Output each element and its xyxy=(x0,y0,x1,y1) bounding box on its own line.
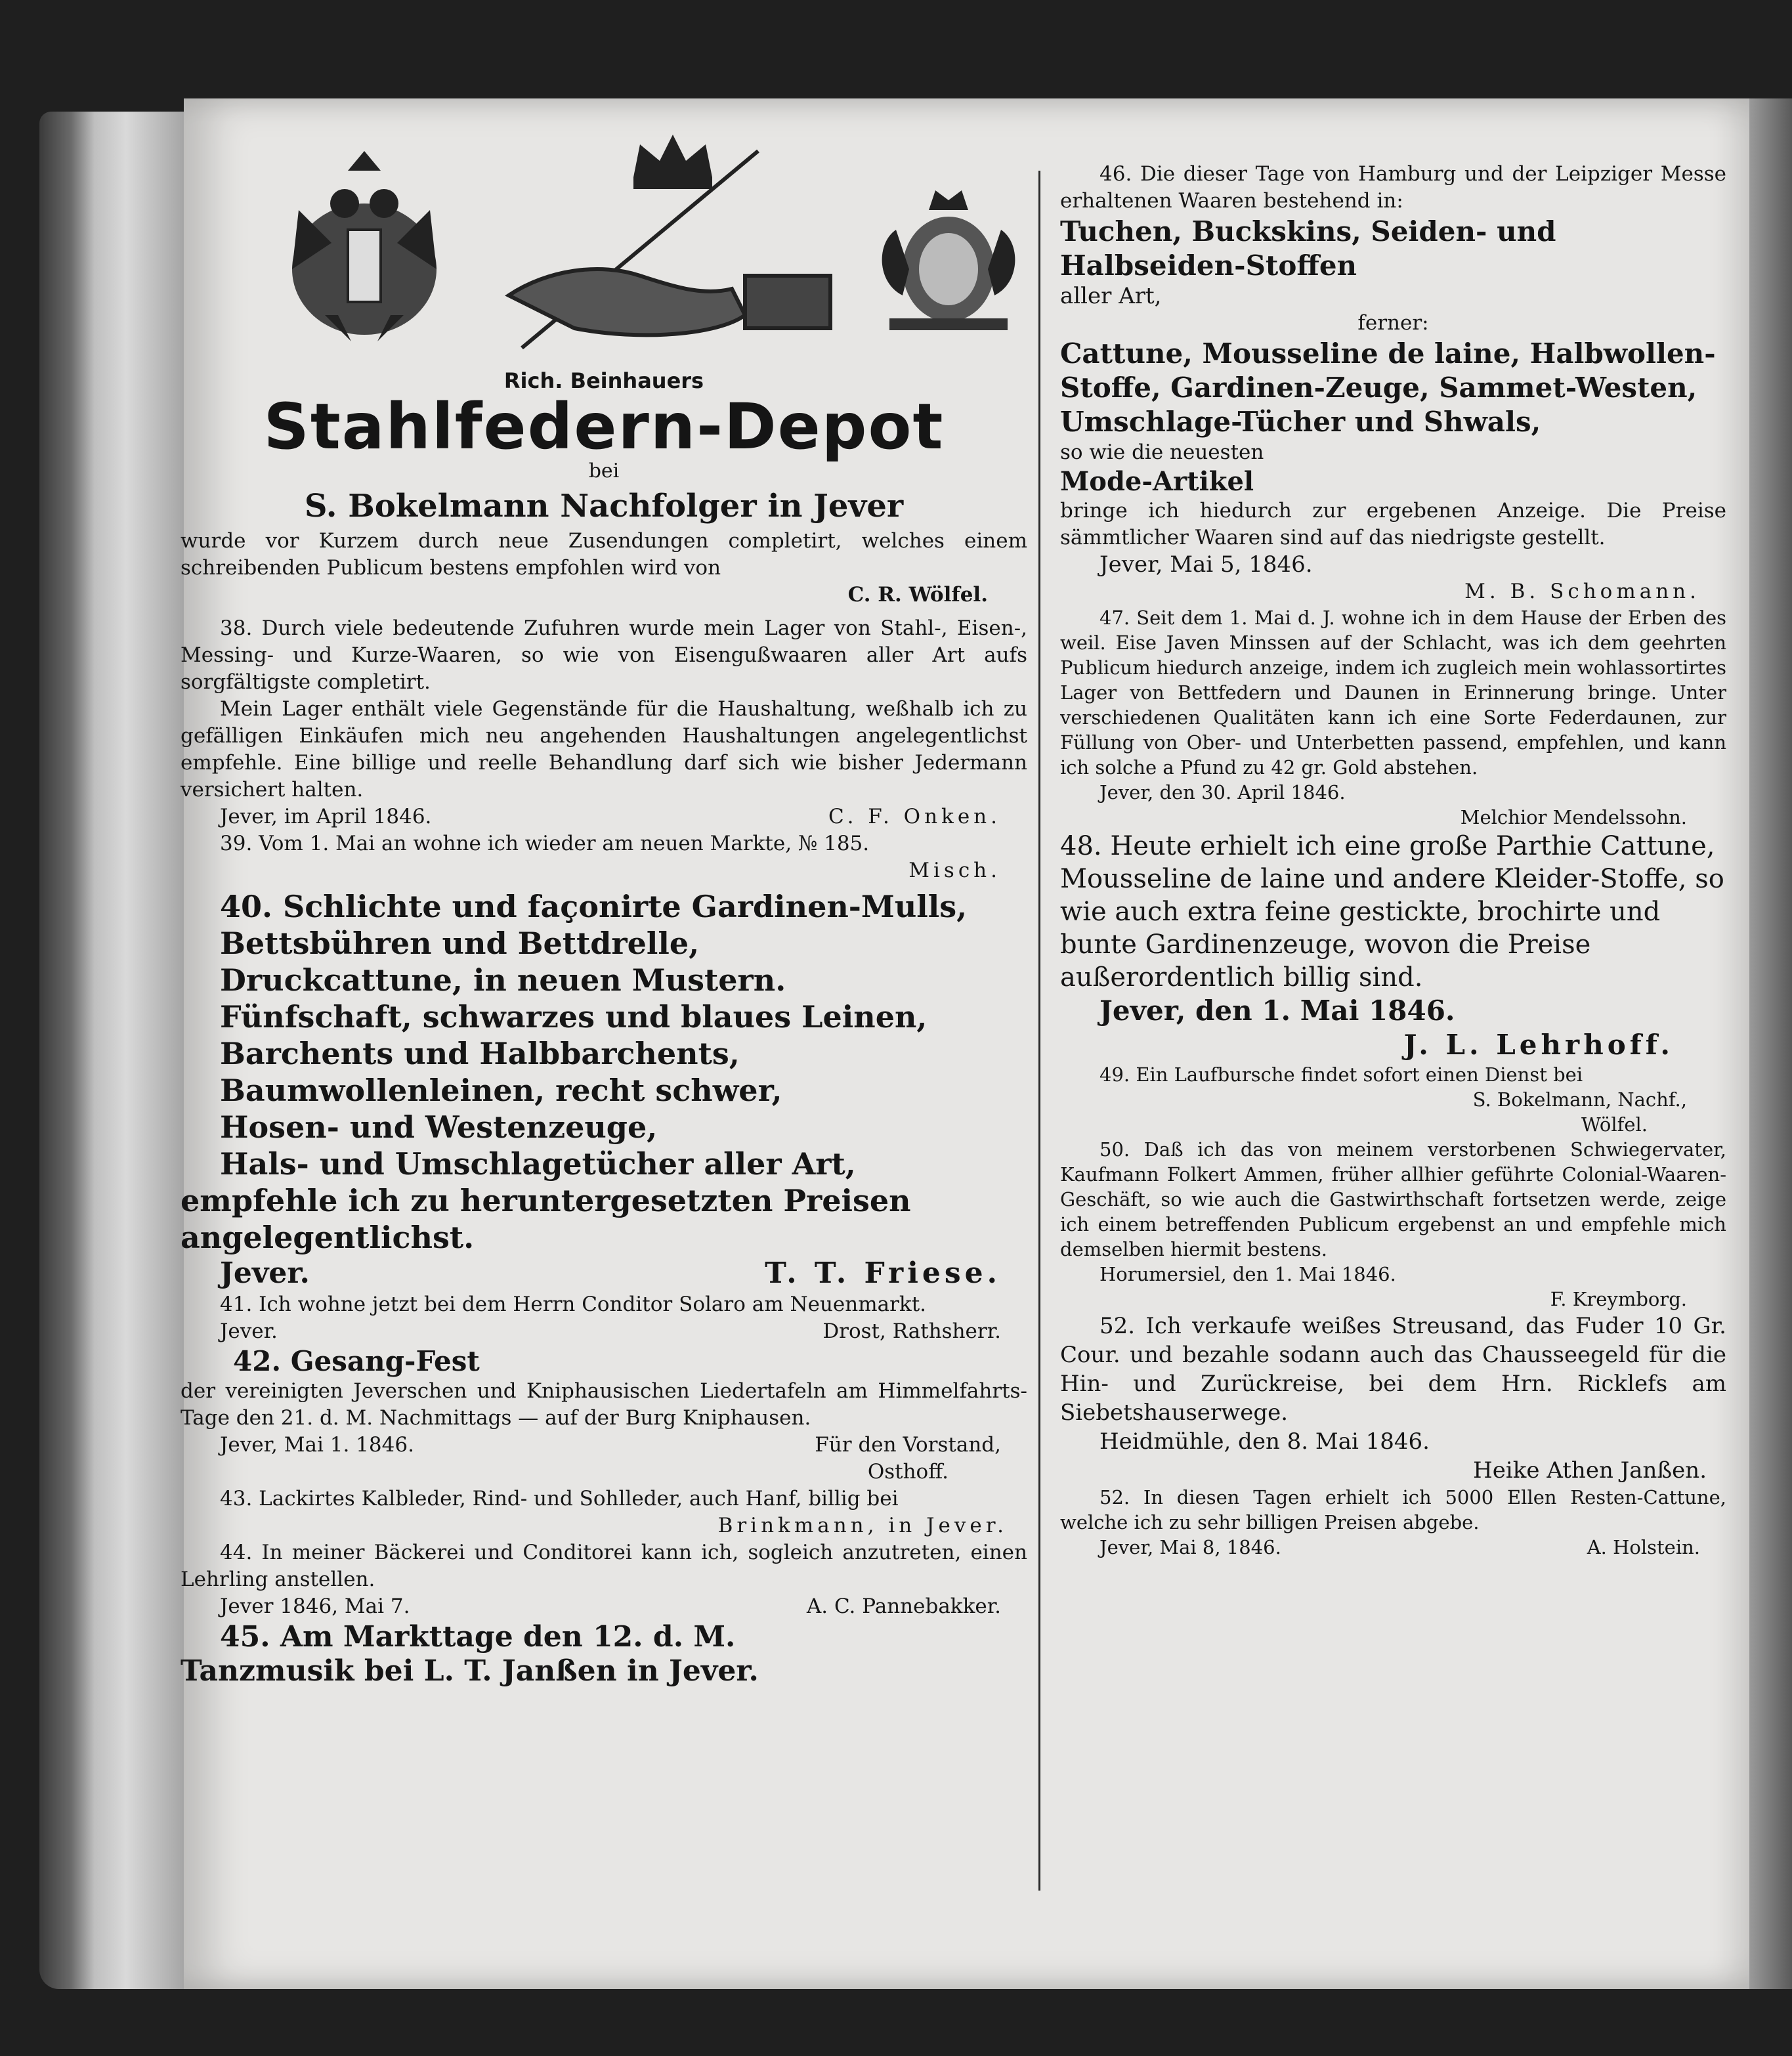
crown-icon xyxy=(633,135,712,189)
ad-52b-text: 52. In diesen Tagen erhielt ich 5000 Ellen Resten-Cattune, welche ich zu sehr billigen Preisen abgebe. xyxy=(1060,1486,1726,1533)
ad-46-bold-1: Tuchen, Buckskins, Seiden- und Halbseiden-Stoffen xyxy=(1060,215,1556,282)
ad-47-signature: Melchior Mendelssohn. xyxy=(1460,806,1687,828)
ad-43-text: 43. Lackirtes Kalbleder, Rind- und Sohlleder, auch Hanf, billig bei xyxy=(220,1487,899,1510)
ad-40-line-4: Fünfschaft, schwarzes und blaues Leinen, xyxy=(220,999,928,1035)
ad-42-text: der vereinigten Jeverschen und Kniphausischen Liedertafeln am Himmelfahrts-Tage den 21. d. M. Nachmittags — auf der Burg Kniphausen. xyxy=(181,1379,1027,1430)
ad-41-text: 41. Ich wohne jetzt bei dem Herrn Conditor Solaro am Neuenmarkt. xyxy=(220,1293,927,1316)
ad-40-line-8: Hals- und Umschlagetücher aller Art, xyxy=(220,1146,856,1182)
ad-47-place: Jever, den 30. April 1846. xyxy=(1099,781,1346,803)
ad-44-signature: A. C. Pannebakker. xyxy=(806,1595,1001,1618)
ad-38-text: 38. Durch viele bedeutende Zufuhren wurde mein Lager von Stahl-, Eisen-, Messing- und Kurze-Waaren, so wie von Eisengußwaaren aller Art aufs sorgfältigste completirt. xyxy=(181,616,1027,694)
ad-48-signature: J. L. Lehrhoff. xyxy=(1403,1029,1674,1061)
depot-signature: C. R. Wölfel. xyxy=(847,583,988,607)
ad-44-text: 44. In meiner Bäckerei und Conditorei kann ich, sogleich anzutreten, einen Lehrling anstellen. xyxy=(181,1541,1027,1591)
ad-46-intro: 46. Die dieser Tage von Hamburg und der Leipziger Messe erhaltenen Waaren bestehend in: xyxy=(1060,162,1726,213)
ad-46-ferner: ferner: xyxy=(1357,311,1429,335)
ad-40-line-3: Druckcattune, in neuen Mustern. xyxy=(220,962,786,998)
ad-40-line-2: Bettsbühren und Bettdrelle, xyxy=(220,926,700,961)
ad-40-place: Jever. xyxy=(220,1256,310,1290)
ad-47-text: 47. Seit dem 1. Mai d. J. wohne ich in dem Hause der Erben des weil. Eise Javen Minssen auf der Schlacht, was ich dem geehrten Publicum hiedurch anzeige, indem ich zugleich mein wohlassortirtes Lager von Bettfedern und Daunen in Erinnerung bringe. Unter verschiedenen Qualitäten kann ich eine Sorte Federdaunen, zur Füllung von Ober- und Unterbetten passend, empfehlen, und kann ich solche a Pfund zu 42 gr. Gold abstehen. xyxy=(1060,607,1726,779)
right-column xyxy=(1060,161,1726,1560)
ad-38-footer xyxy=(181,803,1027,830)
ad-40-footer xyxy=(181,1256,1027,1291)
ad-52a-place: Heidmühle, den 8. Mai 1846. xyxy=(1099,1428,1430,1455)
ad-39-text: 39. Vom 1. Mai an wohne ich wieder am neuen Markte, № 185. xyxy=(220,832,870,855)
ad-43-signature: Brinkmann, in Jever. xyxy=(717,1514,1008,1537)
ad-38-signature: C. F. Onken. xyxy=(828,805,1001,828)
ad-44-footer xyxy=(181,1593,1027,1620)
depot-title: Stahlfedern-Depot xyxy=(263,390,945,463)
depot-emblem-illustration xyxy=(181,98,1027,361)
depot-emblem xyxy=(181,98,1027,361)
ad-48-text: 48. Heute erhielt ich eine große Parthie Cattune, Mousseline de laine und andere Kleider-Stoffe, so wie auch extra feine gestickte, brochirte und bunte Gardinenzeuge, wovon die Preise außerordentlich billig sind. xyxy=(1060,831,1724,993)
ad-50-signature: F. Kreymborg. xyxy=(1550,1288,1687,1310)
ad-45-line-1: 45. Am Markttage den 12. d. M. xyxy=(220,1620,736,1654)
ad-46-signature: M. B. Schomann. xyxy=(1464,580,1700,603)
ad-46-mid-2: so wie die neuesten xyxy=(1060,440,1264,464)
ad-39-signature: Misch. xyxy=(908,859,1001,882)
ad-52b-footer xyxy=(1060,1535,1726,1560)
column-divider xyxy=(1038,171,1040,1891)
double-eagle-icon xyxy=(292,151,437,341)
ad-50-text: 50. Daß ich das von meinem verstorbenen Schwiegervater, Kaufmann Folkert Ammen, früher allhier geführte Colonial-Waaren-Geschäft, so wie auch die Gastwirthschaft fortsetzen werde, zeige ich einem betreffenden Publicum ergebenst an und empfehle mich demselben hiermit bestens. xyxy=(1060,1138,1726,1260)
depot-owner: Rich. Beinhauers xyxy=(503,368,704,393)
depot-firm: S. Bokelmann Nachfolger in Jever xyxy=(304,488,904,525)
ad-49-text: 49. Ein Laufbursche findet sofort einen Dienst bei xyxy=(1099,1063,1583,1086)
ad-42-signature-1: Für den Vorstand, xyxy=(815,1433,1001,1457)
ad-38-place: Jever, im April 1846. xyxy=(220,805,432,828)
ad-40-line-1: 40. Schlichte und façonirte Gardinen-Mulls, xyxy=(220,889,968,924)
ad-38-text2: Mein Lager enthält viele Gegenstände für die Haushaltung, weßhalb ich zu gefälligen Einkäufen mich neu angehenden Haushaltungen angelegentlichst empfehle. Eine billige und reelle Behandlung darf sich wie bisher Jedermann versichert halten. xyxy=(181,697,1027,802)
ad-41-signature: Drost, Rathsherr. xyxy=(822,1319,1001,1343)
ad-52b-signature: A. Holstein. xyxy=(1587,1536,1700,1558)
left-column xyxy=(181,98,1027,1688)
book-page-edges xyxy=(39,112,197,1989)
ad-42-heading: 42. Gesang-Fest xyxy=(233,1345,480,1377)
ad-41-footer xyxy=(181,1318,1027,1345)
ad-42-place: Jever, Mai 1. 1846. xyxy=(220,1433,414,1457)
depot-text: wurde vor Kurzem durch neue Zusendungen completirt, welches einem schreibenden Publicum bestens empfohlen wird von xyxy=(181,529,1027,580)
ad-52b-place: Jever, Mai 8, 1846. xyxy=(1099,1536,1281,1558)
ad-40-line-9: empfehle ich zu heruntergesetzten Preisen angelegentlichst. xyxy=(181,1183,911,1255)
ad-46-bold-3: Mode-Artikel xyxy=(1060,466,1254,497)
ad-44-place: Jever 1846, Mai 7. xyxy=(220,1595,410,1618)
ad-46-after-1: aller Art, xyxy=(1060,283,1162,309)
ad-48-place: Jever, den 1. Mai 1846. xyxy=(1099,995,1455,1027)
ad-49-signature-1: S. Bokelmann, Nachf., xyxy=(1472,1088,1687,1111)
ad-50-place: Horumersiel, den 1. Mai 1846. xyxy=(1099,1263,1396,1285)
ad-40-line-6: Baumwollenleinen, recht schwer, xyxy=(220,1073,782,1108)
ad-45-line-2: Tanzmusik bei L. T. Janßen in Jever. xyxy=(181,1654,759,1688)
ad-40-line-5: Barchents und Halbbarchents, xyxy=(220,1036,740,1071)
ad-42-footer xyxy=(181,1432,1027,1459)
ad-40 xyxy=(181,888,1027,1291)
ad-46-text-3: bringe ich hiedurch zur ergebenen Anzeige. Die Preise sämmtlicher Waaren sind auf das niedrigste gestellt. xyxy=(1060,499,1726,549)
ad-41-place: Jever. xyxy=(220,1319,278,1343)
ad-46-bold-2: Cattune, Mousseline de laine, Halbwollen-Stoffe, Gardinen-Zeuge, Sammet-Westen, Umschlage-Tücher und Shwals, xyxy=(1060,337,1716,438)
coat-of-arms-icon xyxy=(882,190,1015,330)
ad-42-signature-2: Osthoff. xyxy=(867,1460,949,1484)
ad-40-line-7: Hosen- und Westenzeuge, xyxy=(220,1109,658,1145)
ad-40-signature: T. T. Friese. xyxy=(765,1256,1001,1290)
ad-52a-signature: Heike Athen Janßen. xyxy=(1473,1457,1707,1484)
ad-46-place: Jever, Mai 5, 1846. xyxy=(1099,551,1313,578)
ad-52a-text: 52. Ich verkaufe weißes Streusand, das Fuder 10 Gr. Cour. und bezahle sodann auch das Chausseegeld für die Hin- und Zurückreise, bei dem Hrn. Ricklefs am Siebetshauserwege. xyxy=(1060,1313,1726,1426)
facing-page-gutter xyxy=(1749,98,1792,1989)
ad-49-signature-2: Wölfel. xyxy=(1581,1113,1648,1136)
depot-bei: bei xyxy=(588,460,620,482)
